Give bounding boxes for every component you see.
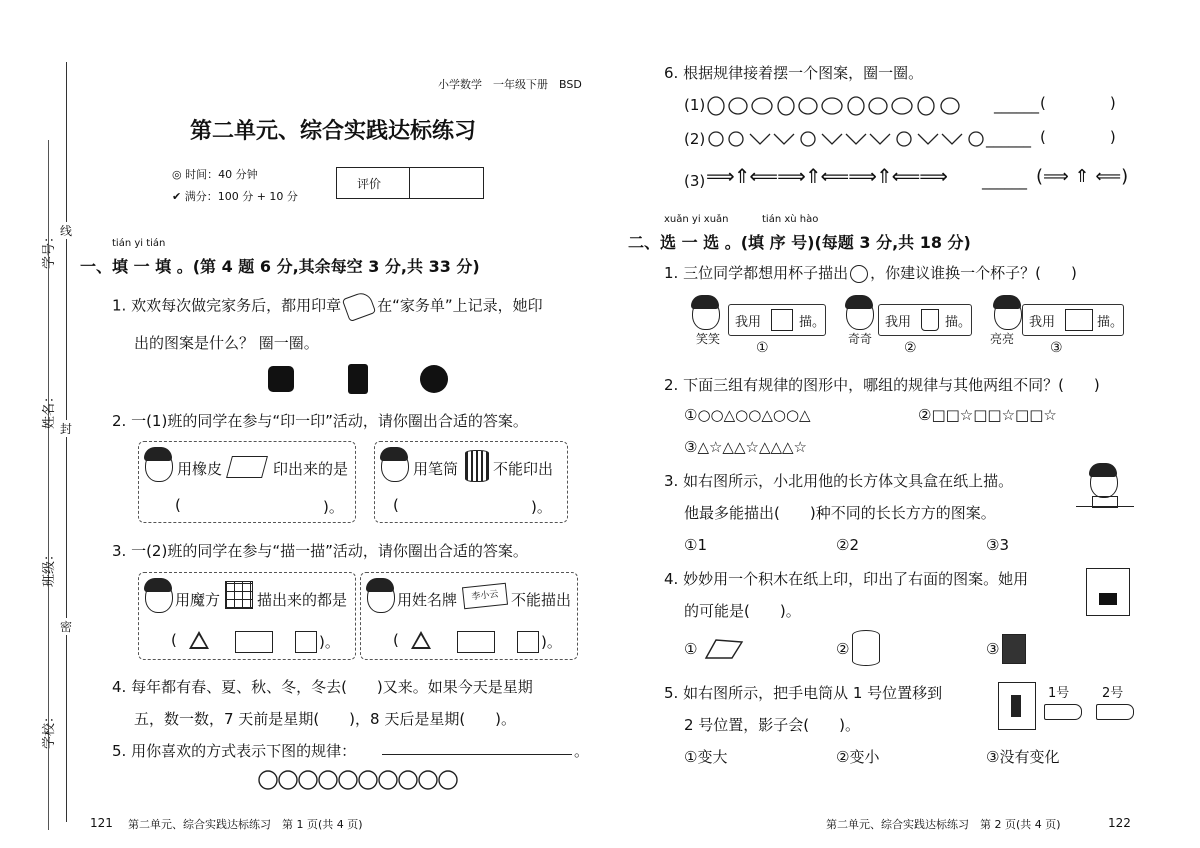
eraser-icon [226, 456, 268, 478]
left-page-number: 121 [90, 816, 113, 830]
q6-row1-options[interactable]: ( ) [1040, 94, 1116, 112]
q5-end: 。 [574, 742, 590, 760]
s2-q2-text: 2. 下面三组有规律的图形中，哪组的规律与其他两组不同？( ) [664, 376, 1100, 394]
s2-q1-text: 1. 三位同学都想用杯子描出 ，你建议谁换一个杯子？( ) [664, 264, 1077, 282]
seal-mark-3: 密 [60, 620, 73, 634]
kid3-option[interactable]: ③ [1050, 340, 1063, 356]
q3a-paren-close: )。 [319, 633, 340, 651]
check-icon: ✔ [172, 190, 182, 203]
s2-q3-line1: 3. 如右图所示，小北用他的长方体文具盒在纸上描。 [664, 472, 1014, 490]
q2a-answer-area[interactable] [189, 494, 319, 516]
kid1-avatar [692, 298, 720, 330]
time-info: ◎ 时间：40 分钟 [172, 168, 258, 181]
q3a-paren-open: ( [171, 631, 177, 649]
option-rounded-square[interactable] [268, 366, 294, 392]
s2-q3-option-a[interactable]: ①1 [684, 536, 707, 554]
q5-answer-line[interactable] [382, 754, 572, 755]
apple-row-svg [258, 768, 458, 790]
q2-text: 2. 一(1)班的同学在参与“印一印”活动，请你圈出合适的答案。 [112, 412, 528, 430]
q4-line1: 4. 每年都有春、夏、秋、冬，冬去( )又来。如果今天是星期 [112, 678, 533, 696]
option-tall-rectangle[interactable] [348, 364, 368, 394]
option-triangle[interactable] [189, 631, 209, 649]
q6-row2-options[interactable]: ( ) [1040, 128, 1116, 146]
apple-pattern [258, 768, 458, 790]
field-class-label: 班级： [42, 547, 58, 588]
option-rectangle-2[interactable] [457, 631, 495, 653]
s2-q5-line1: 5. 如右图所示，把手电筒从 1 号位置移到 [664, 684, 943, 702]
q2-box-eraser [138, 441, 356, 523]
evaluation-input[interactable] [411, 168, 483, 198]
q6-row1-blank[interactable]: ______ [994, 96, 1039, 114]
evaluation-divider [409, 168, 410, 198]
penholder-label: 用笔筒 [413, 460, 459, 478]
name-tag-icon: 李小云 [462, 583, 508, 609]
boy2-avatar [145, 581, 173, 613]
q3-box-nametag [360, 572, 578, 660]
q6-row3-label: (3) [684, 172, 706, 190]
q3b-paren-open: ( [393, 631, 399, 649]
field-id-label: 学号： [42, 229, 58, 270]
q6-row3-options[interactable]: (⟹ ⇑ ⟸) [1036, 166, 1129, 187]
cup-icon [921, 309, 939, 331]
boy-avatar [381, 450, 409, 482]
option-square-2[interactable] [517, 631, 539, 653]
s2-q3-option-b[interactable]: ②2 [836, 536, 859, 554]
kid3-speech: 我用 描。 [1022, 304, 1124, 336]
option-rectangle[interactable] [235, 631, 273, 653]
kid1-name: 笑笑 [696, 332, 721, 346]
q6-row2-label: (2) [684, 130, 706, 148]
q4-line2: 五，数一数，7 天前是星期( )，8 天后是星期( )。 [134, 710, 517, 728]
stamped-paper-illustration [1086, 568, 1130, 616]
q1-line2: 出的图案是什么？ 圈一圈。 [134, 334, 319, 352]
q6-row3-sequence: ⟹⇑⟸⟹⇑⟸⟹⇑⟸⟹ [706, 164, 947, 188]
rubiks-cube-icon [225, 581, 253, 609]
hand-pattern-svg [706, 94, 992, 116]
q2b-paren-open: ( [393, 496, 399, 514]
nametag-label: 用姓名牌 [397, 591, 458, 609]
shadow-board-illustration [998, 682, 1036, 730]
s2-q2-option-b[interactable]: ②□□☆□□☆□□☆ [918, 406, 1057, 424]
flashlight-2-icon [1096, 704, 1134, 720]
section1-pinyin: tián yi tián [112, 238, 166, 249]
q2b-answer-area[interactable] [407, 494, 527, 516]
evaluation-box [336, 167, 484, 199]
girl2-avatar [367, 581, 395, 613]
q6-row1-label: (1) [684, 96, 706, 114]
cube-result-label: 描出来的都是 [257, 591, 348, 609]
q3b-paren-close: )。 [541, 633, 562, 651]
nametag-result-label: 不能描出 [511, 591, 572, 609]
cylinder-icon [852, 630, 880, 666]
s2-q5-line2: 2 号位置，影子会( )。 [684, 716, 861, 734]
flower-pattern-svg [706, 128, 986, 150]
q6-title: 6. 根据规律接着摆一个图案，圈一圈。 [664, 64, 924, 82]
binding-line [66, 62, 67, 822]
position-2-label: 2号 [1102, 686, 1124, 701]
q3-text: 3. 一(2)班的同学在参与“描一描”活动，请你圈出合适的答案。 [112, 542, 528, 560]
circle-icon [850, 265, 868, 283]
q2-box-penholder [374, 441, 568, 523]
s2-q3-option-c[interactable]: ③3 [986, 536, 1009, 554]
s2-q2-option-a[interactable]: ①○○△○○△○○△ [684, 406, 811, 424]
kid1-speech: 我用 描。 [728, 304, 826, 336]
q2a-paren-close: )。 [323, 498, 344, 516]
kid3-avatar [994, 298, 1022, 330]
q3-box-cube [138, 572, 356, 660]
field-name-label: 姓名： [42, 389, 58, 430]
page-title: 第二单元、综合实践达标练习 [190, 118, 477, 144]
clock-icon: ◎ [172, 168, 182, 181]
q6-row1-sequence [706, 94, 992, 116]
s2-q4-line2: 的可能是( )。 [684, 602, 801, 620]
section2-pinyin-1: xuǎn yi xuǎn [664, 214, 729, 225]
flashlight-1-icon [1044, 704, 1082, 720]
s2-q2-option-c[interactable]: ③△☆△△☆△△△☆ [684, 438, 808, 456]
eraser-label: 用橡皮 [177, 460, 223, 478]
eraser-result-label: 印出来的是 [273, 460, 349, 478]
kid1-option[interactable]: ① [756, 340, 769, 356]
kid2-avatar [846, 298, 874, 330]
s2-q4-option-c[interactable]: ③ [986, 640, 1000, 658]
cube-label: 用魔方 [175, 591, 221, 609]
s2-q4-option-b[interactable]: ② [836, 640, 850, 658]
score-info: ✔ 满分：100 分 + 10 分 [172, 190, 298, 203]
boy-tracing-illustration [1076, 466, 1134, 522]
kid2-speech: 我用 描。 [878, 304, 972, 336]
triangular-prism-icon [704, 636, 744, 660]
q6-row2-sequence [706, 128, 986, 150]
q6-row2-blank[interactable]: ______ [986, 130, 1031, 148]
wide-mug-icon [1065, 309, 1093, 331]
option-circle[interactable] [420, 365, 448, 393]
penholder-result-label: 不能印出 [493, 460, 554, 478]
block-icon [1002, 634, 1026, 664]
section1-title: 一、填 一 填 。(第 4 题 6 分,其余每空 3 分,共 33 分) [80, 257, 480, 276]
mug-icon [771, 309, 793, 331]
position-1-label: 1号 [1048, 686, 1070, 701]
section2-pinyin-2: tián xù hào [762, 214, 819, 225]
section2-title: 二、选 一 选 。(填 序 号)(每题 3 分,共 18 分) [628, 233, 971, 252]
kid3-name: 亮亮 [990, 332, 1015, 346]
seal-mark-1: 线 [60, 224, 73, 238]
kid2-option[interactable]: ② [904, 340, 917, 356]
right-page-number: 122 [1108, 816, 1131, 830]
girl-avatar [145, 450, 173, 482]
penholder-icon [465, 450, 489, 482]
q1-line1: 1. 欢欢每次做完家务后，都用印章 在“家务单”上记录，她印 [112, 294, 543, 318]
option-triangle-2[interactable] [411, 631, 431, 649]
q2a-paren-open: ( [175, 496, 181, 514]
stamp-icon [342, 290, 377, 322]
q5-text: 5. 用你喜欢的方式表示下图的规律： [112, 742, 357, 760]
right-footer-text: 第二单元、综合实践达标练习 第 2 页(共 4 页) [826, 818, 1061, 831]
q2b-paren-close: )。 [531, 498, 552, 516]
s2-q3-line2: 他最多能描出( )种不同的长长方方的图案。 [684, 504, 996, 522]
s2-q5-option-b[interactable]: ②变小 [836, 748, 880, 766]
s2-q5-option-a[interactable]: ①变大 [684, 748, 728, 766]
s2-q5-option-c[interactable]: ③没有变化 [986, 748, 1060, 766]
option-square[interactable] [295, 631, 317, 653]
kid2-name: 奇奇 [848, 332, 873, 346]
s2-q4-option-a[interactable]: ① [684, 640, 698, 658]
q6-row3-blank[interactable]: ______ [982, 172, 1027, 190]
s2-q4-line1: 4. 妙妙用一个积木在纸上印，印出了右面的图案。她用 [664, 570, 1029, 588]
evaluation-label: 评价 [357, 177, 382, 191]
seal-mark-2: 封 [60, 422, 73, 436]
left-footer-text: 第二单元、综合实践达标练习 第 1 页(共 4 页) [128, 818, 363, 831]
field-school-label: 学校： [42, 709, 58, 750]
subject-header: 小学数学 一年级下册 BSD [438, 78, 582, 91]
